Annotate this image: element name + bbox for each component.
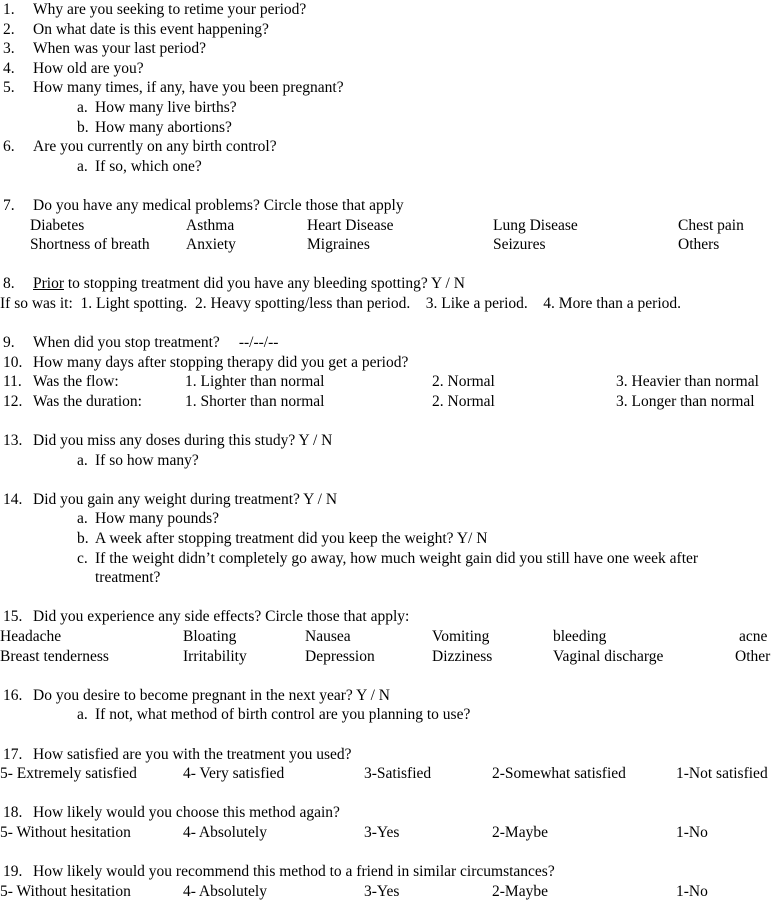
question-11-text: Was the flow: bbox=[33, 373, 119, 391]
question-5b-text: How many abortions? bbox=[95, 118, 232, 136]
q19-likelihood-option-5[interactable]: 5- Without hesitation bbox=[0, 882, 131, 900]
question-18-number: 18. bbox=[3, 804, 23, 822]
side-effects-row-1 bbox=[0, 627, 778, 647]
flow-option-normal[interactable]: 2. Normal bbox=[432, 373, 495, 391]
satisfaction-option-2[interactable]: 2-Somewhat satisfied bbox=[492, 765, 626, 783]
duration-option-longer[interactable]: 3. Longer than normal bbox=[616, 392, 755, 410]
q18-likelihood-option-5[interactable]: 5- Without hesitation bbox=[0, 823, 131, 841]
question-10 bbox=[0, 353, 778, 373]
question-14 bbox=[0, 490, 778, 510]
side-effect-acne[interactable]: acne bbox=[739, 628, 768, 645]
question-10-number: 10. bbox=[3, 353, 23, 371]
side-effect-other[interactable]: Other bbox=[735, 647, 771, 665]
side-effect-irritability[interactable]: Irritability bbox=[183, 647, 247, 665]
medical-problem-lung-disease[interactable]: Lung Disease bbox=[493, 216, 578, 234]
question-5-number: 5. bbox=[3, 79, 15, 97]
question-13a-marker: a. bbox=[77, 451, 88, 469]
side-effect-vomiting[interactable]: Vomiting bbox=[432, 628, 490, 645]
question-12-text: Was the duration: bbox=[33, 392, 142, 410]
question-9-body bbox=[33, 333, 778, 353]
question-8-text bbox=[33, 274, 778, 294]
question-2 bbox=[0, 20, 778, 40]
spacer bbox=[0, 314, 778, 334]
medical-problem-asthma[interactable]: Asthma bbox=[186, 216, 235, 234]
question-13a bbox=[0, 451, 778, 471]
q18-likelihood-option-4[interactable]: 4- Absolutely bbox=[183, 823, 267, 841]
medical-problem-migraines[interactable]: Migraines bbox=[307, 236, 370, 254]
question-7 bbox=[0, 196, 778, 216]
side-effect-nausea[interactable]: Nausea bbox=[305, 628, 351, 645]
q19-likelihood-option-4[interactable]: 4- Absolutely bbox=[183, 882, 267, 900]
question-14c-marker: c. bbox=[77, 549, 88, 567]
question-3 bbox=[0, 39, 778, 59]
question-7-text: Do you have any medical problems? Circle those that apply bbox=[33, 196, 404, 214]
question-1-number: 1. bbox=[3, 1, 15, 18]
satisfaction-option-3[interactable]: 3-Satisfied bbox=[364, 765, 432, 783]
question-6a-marker: a. bbox=[77, 157, 88, 175]
question-15-text: Did you experience any side effects? Circle those that apply: bbox=[33, 608, 410, 626]
satisfaction-option-5[interactable]: 5- Extremely satisfied bbox=[0, 765, 137, 783]
question-17-number: 17. bbox=[3, 745, 23, 763]
satisfaction-option-1[interactable]: 1-Not satisfied bbox=[676, 765, 768, 783]
side-effect-breast-tenderness[interactable]: Breast tenderness bbox=[0, 647, 109, 665]
medical-problems-row-2 bbox=[0, 235, 778, 255]
question-5a-text: How many live births? bbox=[95, 98, 237, 116]
side-effect-dizziness[interactable]: Dizziness bbox=[432, 647, 493, 665]
question-6 bbox=[0, 137, 778, 157]
flow-option-lighter[interactable]: 1. Lighter than normal bbox=[185, 373, 325, 391]
spacer bbox=[0, 843, 778, 863]
spacer bbox=[0, 666, 778, 686]
question-16a-text: If not, what method of birth control are you planning to use? bbox=[95, 706, 471, 724]
question-4 bbox=[0, 59, 778, 79]
question-14-number: 14. bbox=[3, 490, 23, 508]
question-8 bbox=[0, 274, 778, 294]
question-12-number: 12. bbox=[3, 392, 23, 410]
medical-problem-diabetes[interactable]: Diabetes bbox=[30, 216, 85, 234]
question-10-text: How many days after stopping therapy did you get a period? bbox=[33, 353, 409, 371]
question-16a-marker: a. bbox=[77, 706, 88, 724]
question-15 bbox=[0, 607, 778, 627]
side-effect-headache[interactable]: Headache bbox=[0, 628, 62, 645]
q19-likelihood-option-2[interactable]: 2-Maybe bbox=[492, 882, 548, 900]
question-8-text-rest: to stopping treatment did you have any bleeding spotting? Y / N bbox=[64, 275, 465, 293]
question-9-date-placeholder[interactable]: --/--/-- bbox=[238, 334, 279, 352]
question-8-emphasis: Prior bbox=[33, 275, 64, 293]
q18-likelihood-option-2[interactable]: 2-Maybe bbox=[492, 823, 548, 841]
spacer bbox=[0, 784, 778, 804]
question-19 bbox=[0, 862, 778, 882]
question-14a bbox=[0, 509, 778, 529]
question-16a bbox=[0, 705, 778, 725]
question-13 bbox=[0, 431, 778, 451]
question-9-number: 9. bbox=[3, 334, 15, 352]
question-14-text: Did you gain any weight during treatment? Y / N bbox=[33, 490, 338, 508]
question-5a bbox=[0, 98, 778, 118]
side-effects-row-2 bbox=[0, 647, 778, 667]
question-15-number: 15. bbox=[3, 608, 23, 626]
question-14a-marker: a. bbox=[77, 510, 88, 528]
question-14b-text: A week after stopping treatment did you keep the weight? Y/ N bbox=[95, 530, 488, 548]
question-1 bbox=[0, 0, 778, 20]
medical-problem-heart-disease[interactable]: Heart Disease bbox=[307, 216, 394, 234]
question-14b bbox=[0, 529, 778, 549]
question-8-number: 8. bbox=[3, 275, 15, 293]
question-19-text: How likely would you recommend this method to a friend in similar circumstances? bbox=[33, 863, 555, 881]
likelihood-scale-row-q19 bbox=[0, 882, 778, 901]
question-1-text: Why are you seeking to retime your period? bbox=[33, 1, 307, 18]
side-effect-bleeding[interactable]: bleeding bbox=[553, 628, 607, 645]
question-4-number: 4. bbox=[3, 59, 15, 77]
question-12 bbox=[0, 392, 778, 412]
question-5 bbox=[0, 78, 778, 98]
flow-option-heavier[interactable]: 3. Heavier than normal bbox=[616, 373, 759, 391]
question-2-text: On what date is this event happening? bbox=[33, 20, 269, 38]
spacer bbox=[0, 470, 778, 490]
question-6a-text: If so, which one? bbox=[95, 157, 202, 175]
side-effect-vaginal-discharge[interactable]: Vaginal discharge bbox=[553, 647, 664, 665]
question-5-text: How many times, if any, have you been pregnant? bbox=[33, 79, 344, 97]
medical-problems-row-1 bbox=[0, 216, 778, 236]
q19-likelihood-option-1[interactable]: 1-No bbox=[676, 882, 708, 900]
question-14c bbox=[0, 549, 778, 588]
medical-problem-others[interactable]: Others bbox=[678, 236, 720, 254]
spacer bbox=[0, 725, 778, 745]
medical-problem-chest-pain[interactable]: Chest pain bbox=[678, 216, 744, 234]
likelihood-scale-row-q18 bbox=[0, 823, 778, 843]
duration-option-normal[interactable]: 2. Normal bbox=[432, 392, 495, 410]
question-9-text: When did you stop treatment? bbox=[33, 334, 220, 352]
question-18 bbox=[0, 803, 778, 823]
question-4-text: How old are you? bbox=[33, 59, 144, 77]
medical-problem-seizures[interactable]: Seizures bbox=[493, 236, 546, 254]
q19-likelihood-option-3[interactable]: 3-Yes bbox=[364, 882, 400, 900]
question-6-number: 6. bbox=[3, 138, 15, 156]
question-13-number: 13. bbox=[3, 432, 23, 450]
question-17 bbox=[0, 745, 778, 765]
question-17-text: How satisfied are you with the treatment you used? bbox=[33, 745, 352, 763]
spotting-followup-line: If so was it: 1. Light spotting. 2. Heavy spotting/less than period. 3. Like a period. 4. More than a period. bbox=[0, 294, 682, 312]
question-11 bbox=[0, 372, 778, 392]
medical-problem-shortness-of-breath[interactable]: Shortness of breath bbox=[30, 236, 150, 254]
question-2-number: 2. bbox=[3, 20, 15, 38]
question-6a bbox=[0, 157, 778, 177]
question-16-text: Do you desire to become pregnant in the next year? Y / N bbox=[33, 686, 390, 704]
question-14b-marker: b. bbox=[77, 530, 89, 548]
spacer bbox=[0, 176, 778, 196]
question-9 bbox=[0, 333, 778, 353]
side-effect-bloating[interactable]: Bloating bbox=[183, 628, 237, 645]
question-3-text: When was your last period? bbox=[33, 40, 207, 58]
question-14a-text: How many pounds? bbox=[95, 510, 219, 528]
question-13-text: Did you miss any doses during this study? Y / N bbox=[33, 432, 333, 450]
satisfaction-scale-row bbox=[0, 764, 778, 784]
question-6-text: Are you currently on any birth control? bbox=[33, 138, 277, 156]
question-18-text: How likely would you choose this method again? bbox=[33, 804, 340, 822]
question-5a-marker: a. bbox=[77, 98, 88, 116]
spacer bbox=[0, 255, 778, 275]
question-5b-marker: b. bbox=[77, 118, 89, 136]
q18-likelihood-option-3[interactable]: 3-Yes bbox=[364, 823, 400, 841]
spacer bbox=[0, 411, 778, 431]
question-19-number: 19. bbox=[3, 863, 23, 881]
question-13a-text: If so how many? bbox=[95, 451, 199, 469]
question-16 bbox=[0, 686, 778, 706]
side-effect-depression[interactable]: Depression bbox=[305, 647, 375, 665]
question-3-number: 3. bbox=[3, 40, 15, 58]
question-5b bbox=[0, 118, 778, 138]
question-14c-text: If the weight didn’t completely go away, how much weight gain did you still have one week after treatment? bbox=[95, 549, 699, 587]
question-11-number: 11. bbox=[3, 373, 22, 391]
q18-likelihood-option-1[interactable]: 1-No bbox=[676, 823, 708, 841]
question-16-number: 16. bbox=[3, 686, 23, 704]
duration-option-shorter[interactable]: 1. Shorter than normal bbox=[185, 392, 325, 410]
question-7-number: 7. bbox=[3, 196, 15, 214]
spacer bbox=[0, 588, 778, 608]
satisfaction-option-4[interactable]: 4- Very satisfied bbox=[183, 765, 285, 783]
medical-problem-anxiety[interactable]: Anxiety bbox=[186, 236, 236, 254]
